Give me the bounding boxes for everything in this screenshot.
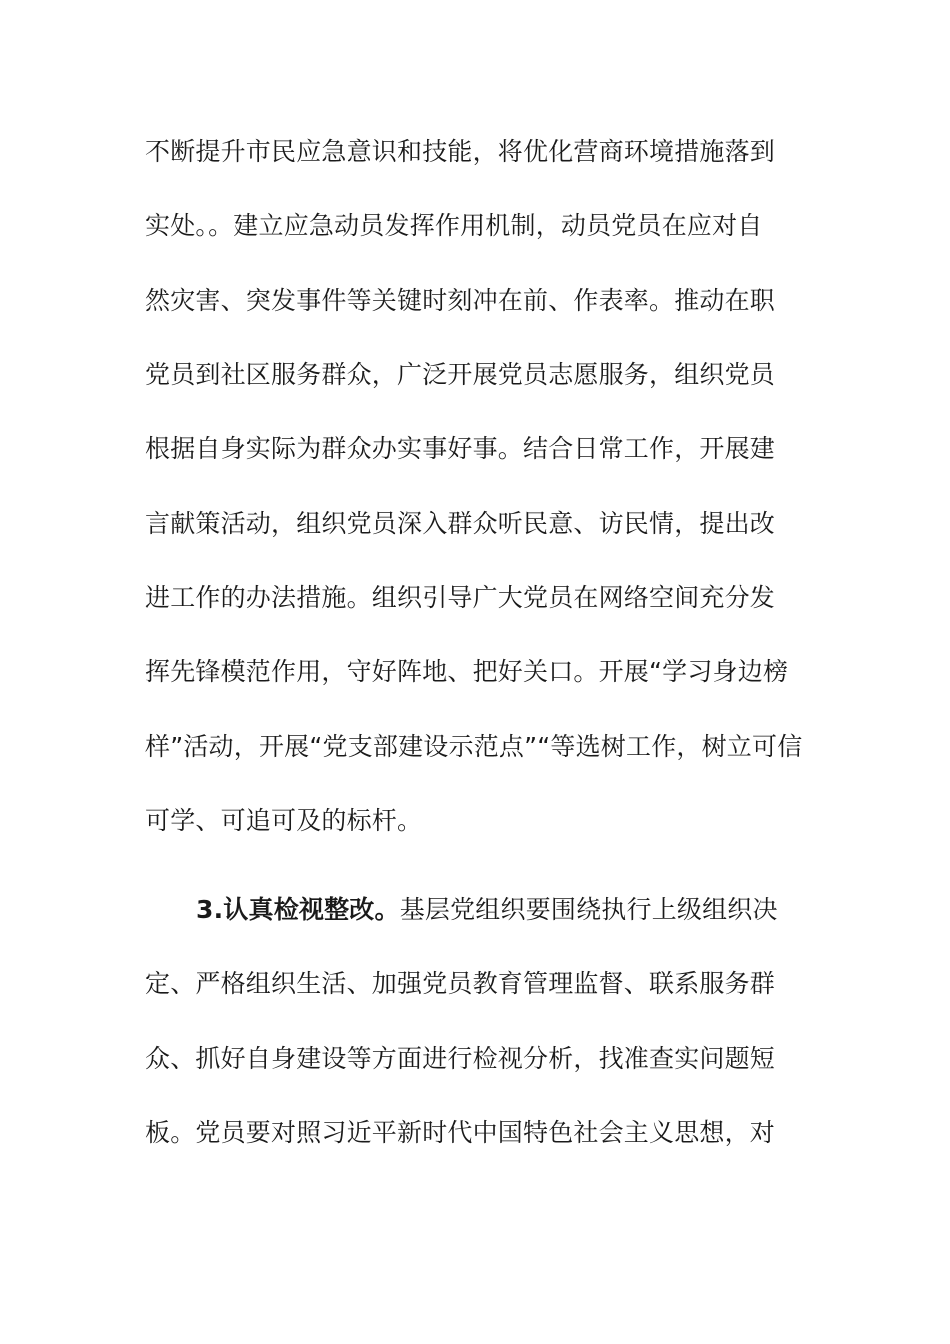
paragraph-line: 党员到社区服务群众，广泛开展党员志愿服务，组织党员 (145, 360, 776, 389)
section-title: 认真检视整改。 (223, 895, 400, 924)
paragraph-line: 言献策活动，组织党员深入群众听民意、访民情，提出改 (145, 509, 776, 538)
paragraph-line: 挥先锋模范作用，守好阵地、把好关口。开展“学习身边榜 (145, 657, 789, 686)
paragraph-line: 不断提升市民应急意识和技能，将优化营商环境措施落到 (145, 137, 776, 166)
paragraph-line: 根据自身实际为群众办实事好事。结合日常工作，开展建 (145, 434, 776, 463)
section-heading-line (196, 893, 778, 927)
paragraph-line: 板。党员要对照习近平新时代中国特色社会主义思想，对 (145, 1118, 776, 1147)
paragraph-line: 定、严格组织生活、加强党员教育管理监督、联系服务群 (145, 969, 776, 998)
paragraph-line: 实处。。建立应急动员发挥作用机制，动员党员在应对自 (145, 211, 763, 240)
section-first-line-text: 基层党组织要围绕执行上级组织决 (399, 895, 778, 924)
paragraph-line: 样”活动，开展“党支部建设示范点”“等选树工作，树立可信 (145, 732, 803, 761)
paragraph-line: 然灾害、突发事件等关键时刻冲在前、作表率。推动在职 (145, 286, 776, 315)
section-number: 3. (196, 895, 224, 924)
paragraph-line: 进工作的办法措施。组织引导广大党员在网络空间充分发 (145, 583, 776, 612)
paragraph-line: 众、抓好自身建设等方面进行检视分析，找准查实问题短 (145, 1044, 776, 1073)
paragraph-line: 可学、可追可及的标杆。 (145, 806, 423, 835)
